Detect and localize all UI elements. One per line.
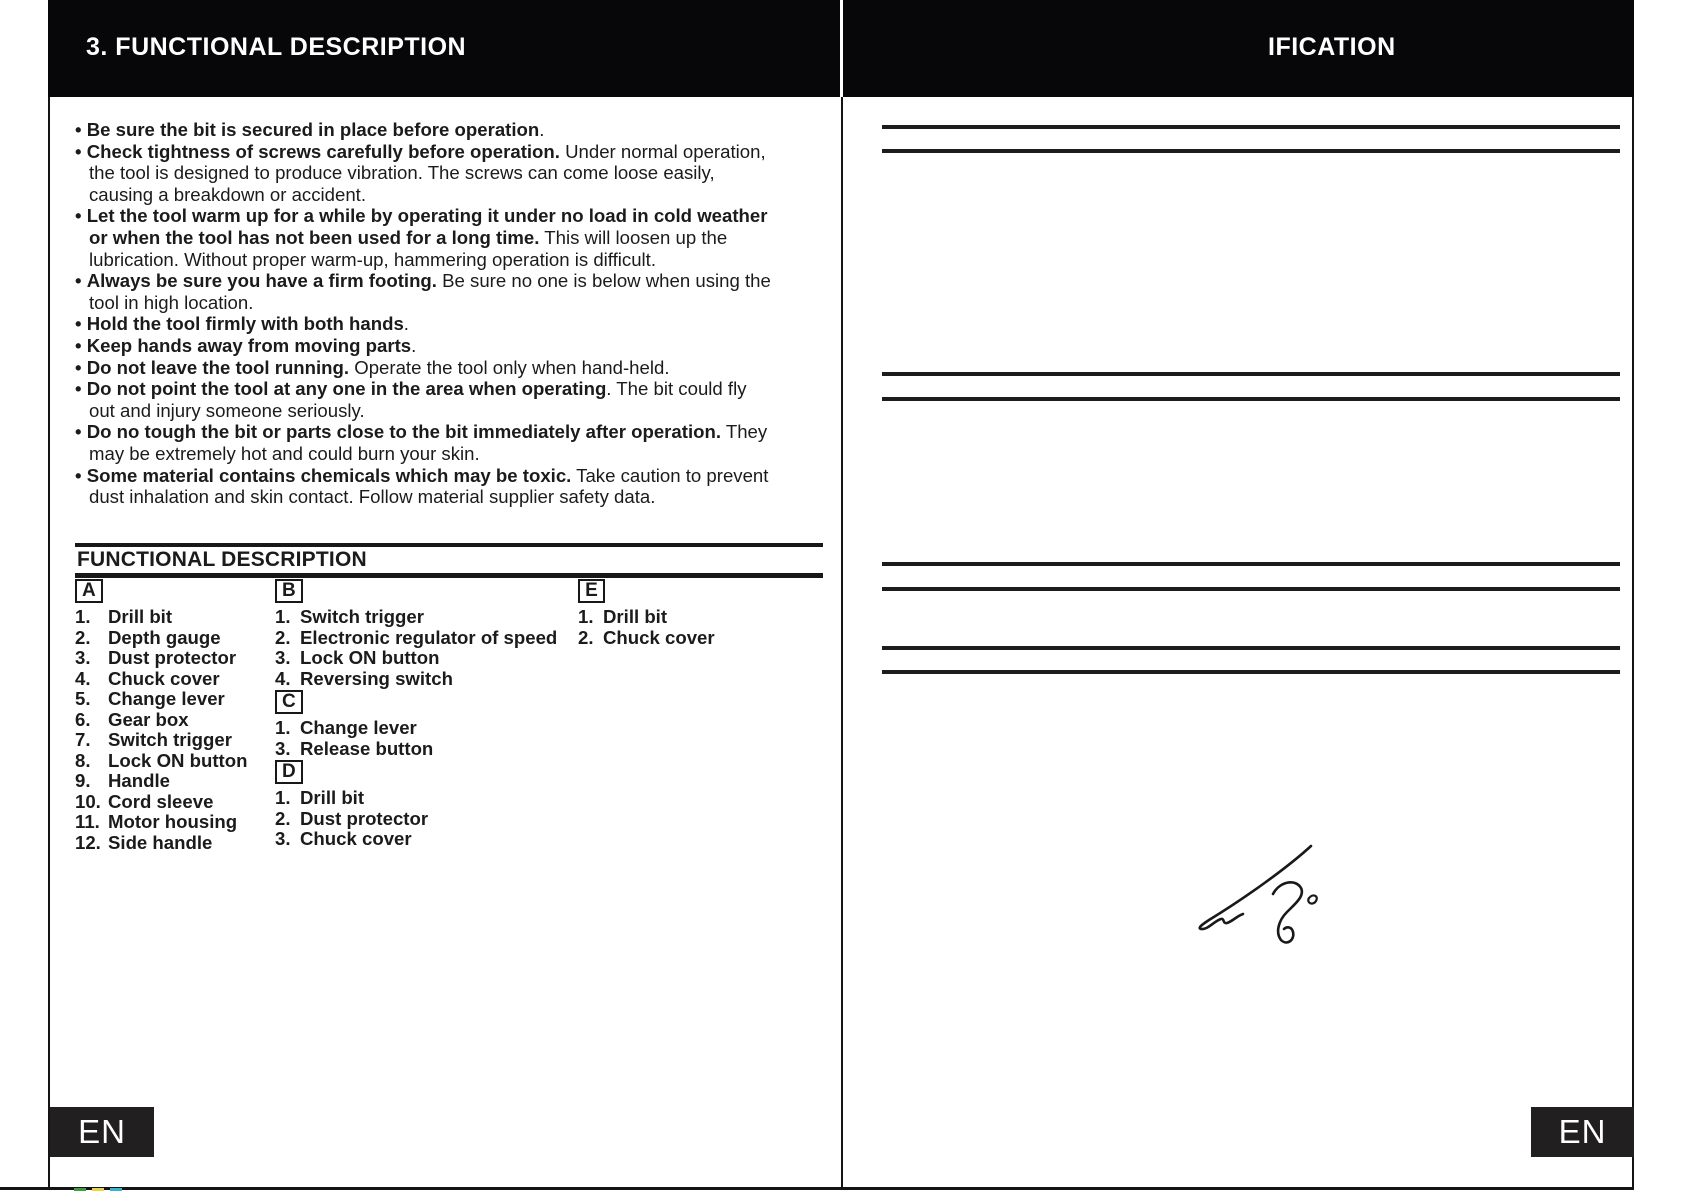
part-item: 12. Side handle [75,831,213,853]
print-artifacts [74,1188,122,1191]
table-rule [882,125,1620,129]
parts-column-b [275,578,578,853]
table-rule [882,587,1620,591]
group-letter-row [578,579,835,603]
right-page-title-truncated: IFICATION [1268,33,1396,61]
part-item: 3. Dust protector [75,647,237,668]
right-page-header-bar [843,0,1634,97]
table-rule [882,372,1620,376]
print-artifact-green [74,1188,86,1191]
safety-bullet: • Do not leave the tool running. Operate the tool only when hand-held. [75,357,775,379]
part-item: 3. Lock ON button [275,647,440,668]
group-letter-row [275,760,578,784]
part-item: 7. Switch trigger [75,729,232,750]
part-item: 1. Switch trigger [275,606,424,627]
table-rule [882,397,1620,401]
table-rule [882,646,1620,650]
group-letter-row [275,690,578,714]
part-item: 2. Electronic regulator of speed [275,626,558,648]
part-item: 1. Drill bit [75,606,173,627]
safety-bullet: • Keep hands away from moving parts. [75,335,775,357]
parts-column-e [578,578,835,853]
part-item: 9. Handle [75,770,170,791]
right-page-right-border [1632,97,1634,1190]
part-item: 2. Dust protector [275,807,429,829]
part-item: 2. Chuck cover [578,626,715,648]
signature-scribble [1183,840,1333,958]
left-page-header-bar [48,0,840,97]
parts-lists [75,578,835,853]
part-item: 8. Lock ON button [75,749,248,771]
group-letter-b: B [275,579,303,603]
part-item: 3. Release button [275,737,434,759]
table-rule [882,670,1620,674]
part-item: 1. Drill bit [275,787,365,808]
part-item: 1. Drill bit [578,606,668,627]
part-item: 4. Reversing switch [275,667,453,689]
part-item: 3. Chuck cover [275,828,412,849]
functional-description-rule [75,543,823,578]
print-artifact-yellow [92,1188,104,1191]
left-page-left-border [48,97,50,1190]
safety-bullet: • Hold the tool firmly with both hands. [75,313,775,335]
language-badge-left: EN [50,1107,154,1157]
safety-bullet: • Check tightness of screws carefully before operation. Under normal operation, the tool is designed to produce vibration. The screws can come loose easily, causing a breakdown or accident. [75,141,775,206]
part-item: 6. Gear box [75,708,189,730]
group-letter-c: C [275,690,303,714]
safety-bullet-list [75,119,775,508]
parts-column-a [75,578,275,853]
group-letter-e: E [578,579,605,603]
print-artifact-cyan [110,1188,122,1191]
safety-bullet: • Do not point the tool at any one in the area when operating. The bit could fly out and injury someone seriously. [75,378,775,421]
group-letter-a: A [75,579,103,603]
part-item: 10. Cord sleeve [75,790,214,812]
group-letter-row [275,579,578,603]
safety-bullet: • Do no tough the bit or parts close to the bit immediately after operation. They may be extremely hot and could burn your skin. [75,421,775,464]
language-badge-right: EN [1531,1107,1634,1157]
safety-bullet: • Always be sure you have a firm footing. Be sure no one is below when using the tool in high location. [75,270,775,313]
safety-bullet: • Some material contains chemicals which may be toxic. Take caution to prevent dust inhalation and skin contact. Follow material supplier safety data. [75,465,775,508]
left-page-title: 3. FUNCTIONAL DESCRIPTION [86,33,467,61]
part-item: 5. Change lever [75,688,225,709]
group-letter-row [75,579,275,603]
part-item: 1. Change lever [275,717,417,738]
safety-bullet: • Be sure the bit is secured in place before operation. [75,119,775,141]
table-rule [882,562,1620,566]
table-rule [882,149,1620,153]
functional-description-heading: FUNCTIONAL DESCRIPTION [75,547,823,578]
page-divider-line [841,97,843,1190]
part-item: 11. Motor housing [75,811,238,832]
part-item: 2. Depth gauge [75,626,221,648]
group-letter-d: D [275,760,303,784]
page-bottom-border [0,1187,1634,1190]
part-item: 4. Chuck cover [75,667,220,689]
safety-bullet: • Let the tool warm up for a while by operating it under no load in cold weather or when the tool has not been used for a long time. This will loosen up the lubrication. Without proper warm-up, hammering operation is difficult. [75,205,775,270]
